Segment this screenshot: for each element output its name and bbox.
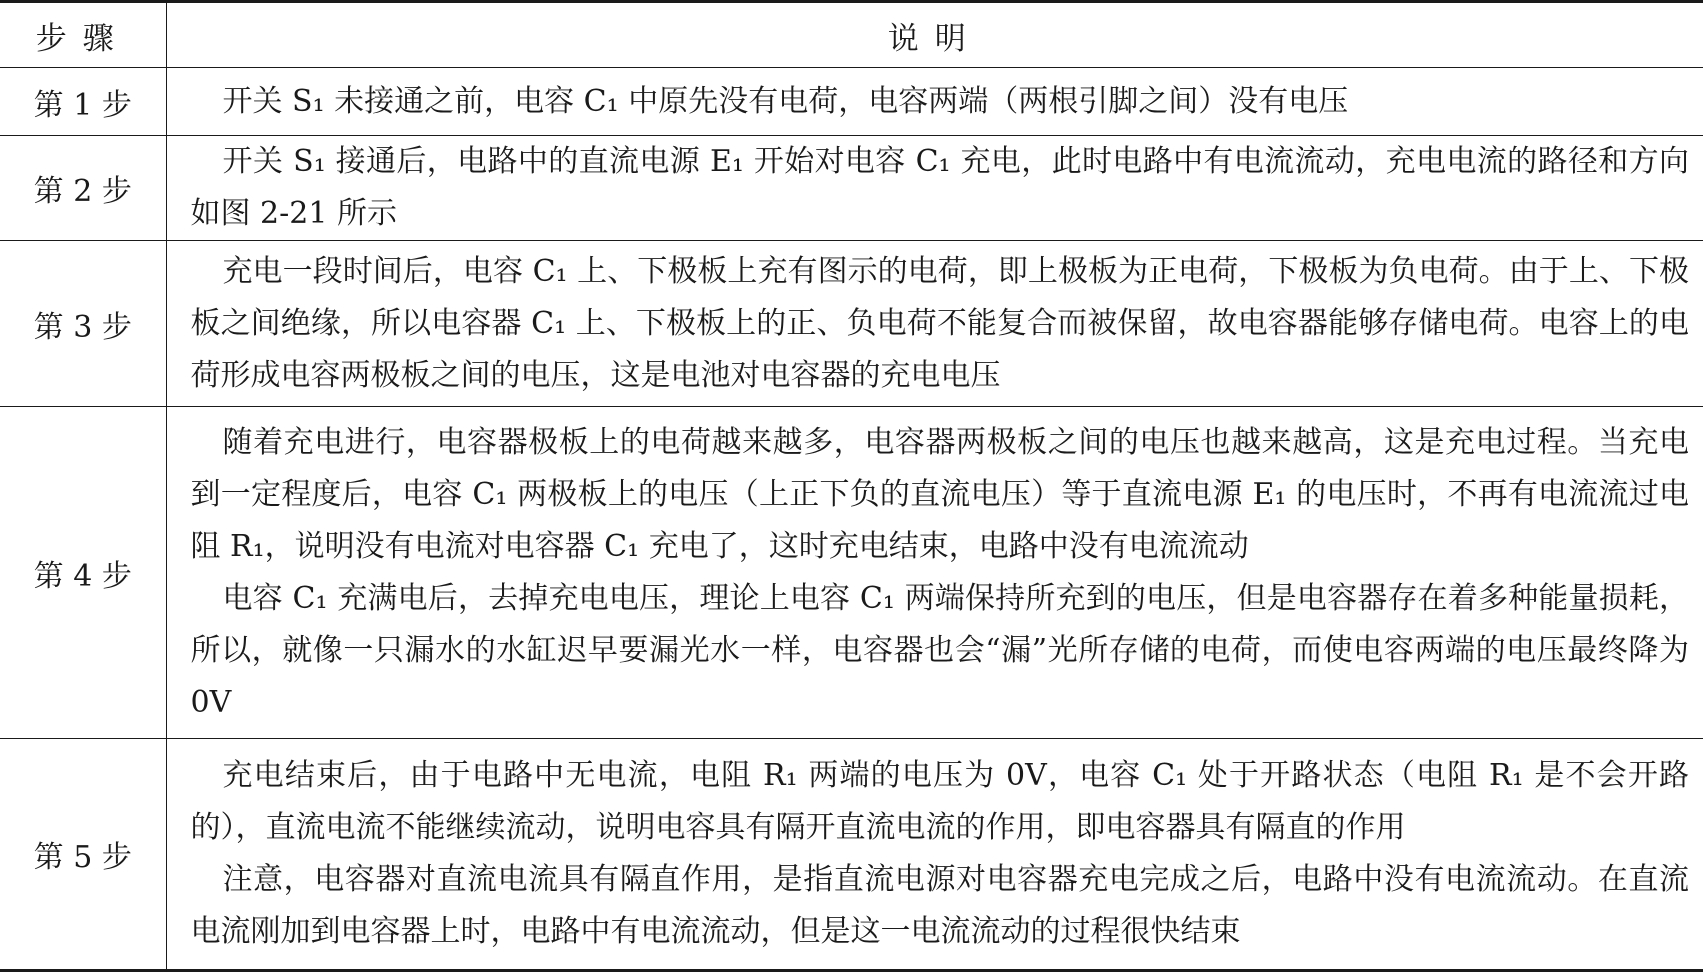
description-paragraph: 充电一段时间后，电容 C₁ 上、下极板上充有图示的电荷，即上极板为正电荷，下极板为负电荷。由于上、下极板之间绝缘，所以电容器 C₁ 上、下极板上的正、负电荷不能复合而被保留，故电容器能够存储电荷。电容上的电荷形成电容两极板之间的电压，这是电池对电容器的充电电压 [190, 253, 1689, 393]
description-paragraph: 开关 S₁ 接通后，电路中的直流电源 E₁ 开始对电容 C₁ 充电，此时电路中有电流流动，充电电流的路径和方向如图 2-21 所示 [190, 144, 1689, 231]
description-paragraph: 注意，电容器对直流电流具有隔直作用，是指直流电源对电容器充电完成之后，电路中没有电流流动。在直流电流刚加到电容器上时，电路中有电流流动，但是这一电流流动的过程很快结束 [190, 862, 1689, 949]
table-row [0, 407, 1703, 739]
step-description [166, 739, 1703, 971]
description-paragraph: 充电结束后，由于电路中无电流，电阻 R₁ 两端的电压为 0V，电容 C₁ 处于开路状态（电阻 R₁ 是不会开路的），直流电流不能继续流动，说明电容具有隔开直流电流的作用，即电容器具有隔直的作用 [190, 758, 1689, 845]
step-description [166, 68, 1703, 136]
table-row [0, 241, 1703, 407]
table-header-row [0, 2, 1703, 68]
description-paragraph: 电容 C₁ 充满电后，去掉充电电压，理论上电容 C₁ 两端保持所充到的电压，但是电容器存在着多种能量损耗，所以，就像一只漏水的水缸迟早要漏光水一样，电容器也会“漏”光所存储的电荷，而使电容两端的电压最终降为 0V [190, 580, 1689, 720]
step-description [166, 136, 1703, 241]
step-description [166, 407, 1703, 739]
step-description [166, 241, 1703, 407]
header-step: 步骤 [0, 2, 166, 68]
table-row [0, 68, 1703, 136]
step-label: 第 5 步 [0, 739, 166, 971]
step-label: 第 3 步 [0, 241, 166, 407]
description-paragraph: 开关 S₁ 未接通之前，电容 C₁ 中原先没有电荷，电容两端（两根引脚之间）没有电压 [222, 83, 1349, 119]
table-row [0, 136, 1703, 241]
step-label: 第 1 步 [0, 68, 166, 136]
header-description: 说明 [166, 2, 1703, 68]
step-label: 第 4 步 [0, 407, 166, 739]
description-paragraph: 随着充电进行，电容器极板上的电荷越来越多，电容器两极板之间的电压也越来越高，这是充电过程。当充电到一定程度后，电容 C₁ 两极板上的电压（上正下负的直流电压）等于直流电源 E₁ 的电压时，不再有电流流过电阻 R₁，说明没有电流对电容器 C₁ 充电了，这时充电结束，电路中没有电流流动 [190, 424, 1689, 564]
step-label: 第 2 步 [0, 136, 166, 241]
table-row [0, 739, 1703, 971]
